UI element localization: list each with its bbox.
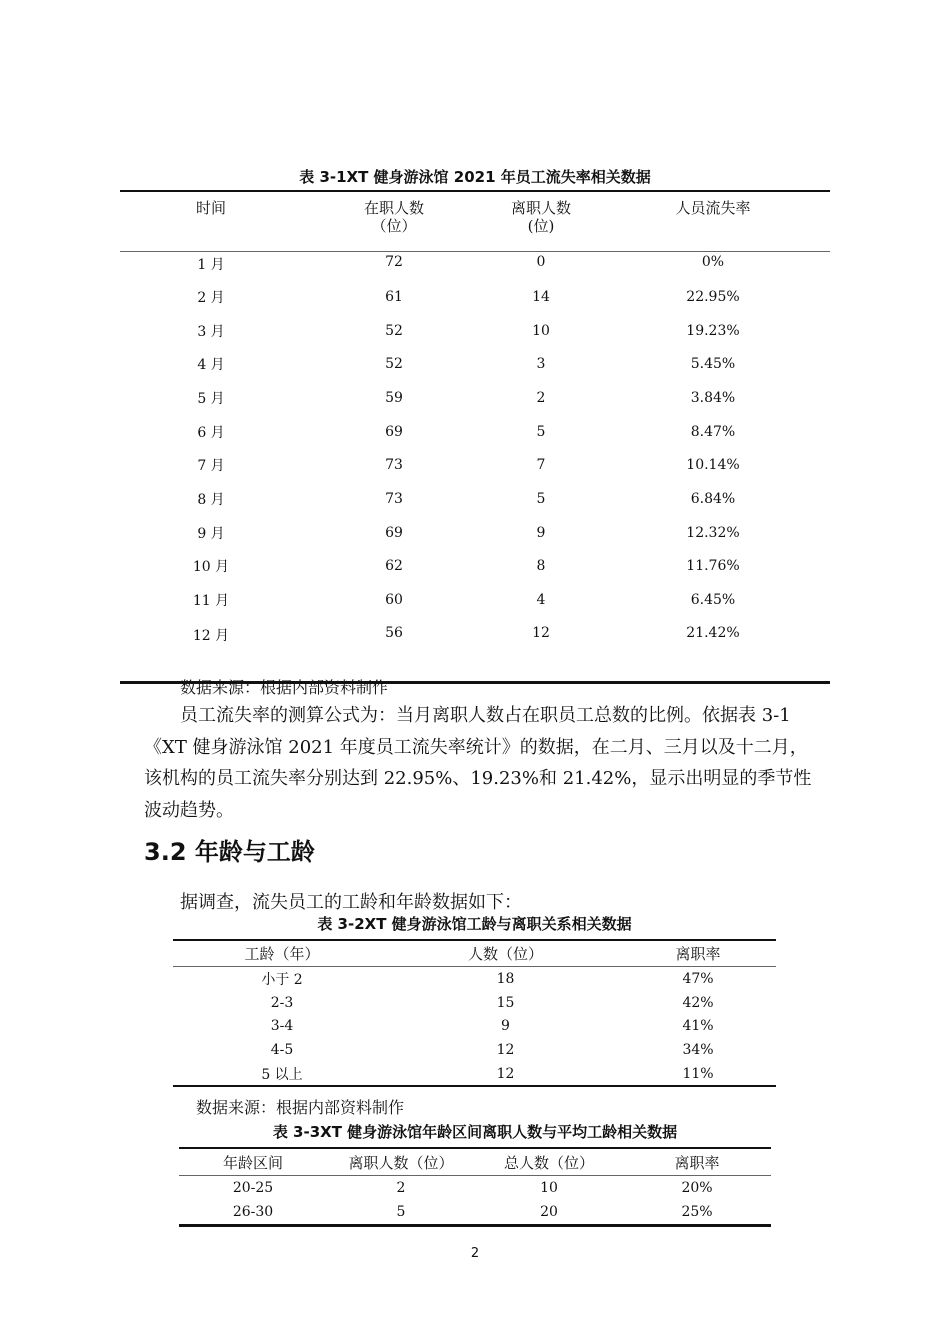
table2-header-count: 人数（位） [391,940,620,967]
table1-row [120,314,830,348]
table3-header-age: 年龄区间 [179,1148,327,1176]
table1-cell-month: 7 月 [197,458,225,475]
table3-cell-total: 20 [540,1204,558,1220]
table1-cell-month: 10 月 [192,559,230,576]
table1-header-left [486,191,596,252]
table1-row [120,516,830,550]
table1-cell-employed: 69 [385,524,403,541]
header-text: 时间 [195,199,226,217]
table1-row [120,617,830,683]
table3-row [179,1176,771,1201]
table1-cell-employed: 59 [385,389,403,406]
table1-cell-rate: 8.47% [690,423,736,440]
table1-cell-month: 4 月 [197,357,225,374]
table2-cell-rate: 34% [682,1041,714,1058]
table1-cell-employed: 62 [385,558,403,575]
table2-row [173,1038,776,1062]
table1-cell-left: 4 [536,592,546,609]
table1-cell-rate: 10.14% [686,457,740,474]
table1-cell-rate: 11.76% [686,558,740,575]
table2-cell-count: 12 [496,1041,515,1058]
table2-cell-rate: 42% [682,994,714,1011]
table1-cell-rate: 22.95% [686,288,740,305]
section-lead: 据调查，流失员工的工龄和年龄数据如下： [180,892,522,913]
table3-cell-left: 5 [396,1204,406,1220]
table1-row [120,583,830,617]
body-paragraph [144,700,814,826]
header-text: 在职人数 [363,199,424,217]
table3-row [179,1200,771,1226]
table2-source: 数据来源：根据内部资料制作 [196,1098,405,1117]
table3-header-row [179,1148,771,1176]
table3-header-left: 离职人数（位） [327,1148,475,1176]
table2-cell-tenure: 4-5 [270,1041,294,1058]
table2-cell-tenure: 5 以上 [261,1066,303,1083]
header-unit: （位） [371,217,417,235]
table2-row [173,967,776,991]
table1-cell-employed: 52 [385,322,403,339]
table1-cell-left: 3 [536,356,546,373]
table1-cell-left: 7 [536,457,546,474]
table3-caption: 表 3-3XT 健身游泳馆年龄区间离职人数与平均工龄相关数据 [272,1123,678,1141]
table2-cell-tenure: 小于 2 [261,971,303,988]
table1-cell-month: 9 月 [197,525,225,542]
table3-cell-left: 2 [396,1180,406,1196]
table1-cell-employed: 60 [385,592,403,609]
table1-cell-month: 11 月 [192,593,230,610]
table1-cell-month: 5 月 [197,390,225,407]
table1-cell-employed: 52 [385,356,403,373]
table2-header-tenure: 工龄（年） [173,940,391,967]
table1-caption: 表 3-1XT 健身游泳馆 2021 年员工流失率相关数据 [299,168,651,186]
table1-header-row [120,191,830,252]
table1-row [120,482,830,516]
table1-cell-left: 8 [536,558,546,575]
header-unit: (位) [527,217,555,235]
table1-cell-rate: 6.84% [690,490,736,507]
table2-cell-tenure: 2-3 [270,994,294,1011]
table1-row [120,381,830,415]
table1-body [120,252,830,683]
table1-cell-month: 1 月 [197,257,225,273]
table1-cell-left: 10 [532,322,550,339]
table1-cell-left: 5 [536,490,546,507]
table2-cell-count: 12 [496,1065,515,1082]
table3 [179,1147,771,1227]
table1-row [120,448,830,482]
table1-cell-left: 9 [536,524,546,541]
table2-row [173,1062,776,1087]
table2-cell-rate: 47% [682,970,714,987]
header-text: 人员流失率 [675,199,751,217]
table1-cell-employed: 72 [385,254,403,270]
table1-source: 数据来源：根据内部资料制作 [180,678,389,697]
table1-row [120,415,830,449]
table1-cell-rate: 6.45% [690,592,736,609]
table2-cell-tenure: 3-4 [270,1018,294,1035]
table3-cell-rate: 20% [681,1180,713,1196]
table1-header-employed [302,191,486,252]
table1-cell-employed: 56 [385,624,403,641]
table1-cell-month: 2 月 [197,289,225,306]
table2-cell-count: 9 [501,1018,510,1035]
paragraph-text: 员工流失率的测算公式为：当月离职人数占在职员工总数的比例。依据表 3-1《XT 健身游泳馆 2021 年度员工流失率统计》的数据，在二月、三月以及十二月，该机构的员工流失率分别达到 22.95%、19.23%和 21.42%，显示出明显的季节性波动趋势。 [144,705,812,821]
table2-cell-count: 15 [496,994,515,1011]
table1-cell-rate: 5.45% [690,356,736,373]
table2-header-rate: 离职率 [620,940,776,967]
table3-header-total: 总人数（位） [475,1148,623,1176]
table3-cell-age: 26-30 [232,1204,274,1220]
table1-cell-rate: 21.42% [686,624,740,641]
table1-row [120,347,830,381]
table1 [120,190,830,684]
table1-cell-employed: 73 [385,457,403,474]
table2-row [173,991,776,1015]
section-heading: 3.2 年龄与工龄 [144,838,315,866]
table1-row [120,280,830,314]
table1-cell-rate: 3.84% [690,389,736,406]
table2-caption: 表 3-2XT 健身游泳馆工龄与离职关系相关数据 [317,915,632,933]
table3-cell-age: 20-25 [232,1180,274,1196]
table2-cell-rate: 41% [682,1018,714,1035]
table3-cell-rate: 25% [681,1204,713,1220]
table1-cell-employed: 61 [385,288,403,305]
table1-cell-employed: 69 [385,423,403,440]
table1-cell-left: 0 [536,254,546,270]
table3-header-rate: 离职率 [623,1148,771,1176]
table1-cell-left: 14 [532,288,550,305]
header-text: 离职人数 [510,199,571,217]
table1-cell-rate: 0% [701,254,725,270]
table2 [173,939,776,1087]
table1-row [120,550,830,584]
table3-body [179,1176,771,1226]
table2-row [173,1014,776,1038]
table1-cell-left: 12 [532,624,550,641]
table1-cell-rate: 12.32% [686,524,740,541]
table2-cell-count: 18 [496,970,515,987]
table1-cell-month: 6 月 [197,424,225,441]
table1-cell-employed: 73 [385,490,403,507]
table2-cell-rate: 11% [682,1065,714,1082]
table1-cell-left: 2 [536,389,546,406]
table2-header-row [173,940,776,967]
table1-row [120,252,830,281]
table1-cell-month: 12 月 [192,627,230,644]
table1-cell-left: 5 [536,423,546,440]
table1-cell-month: 8 月 [197,491,225,508]
page-number: 2 [470,1246,480,1261]
table3-cell-total: 10 [540,1180,558,1196]
table1-cell-rate: 19.23% [686,322,740,339]
table1-header-rate [596,191,830,252]
table1-cell-month: 3 月 [197,323,225,340]
table1-header-time [120,191,302,252]
table2-body [173,967,776,1087]
